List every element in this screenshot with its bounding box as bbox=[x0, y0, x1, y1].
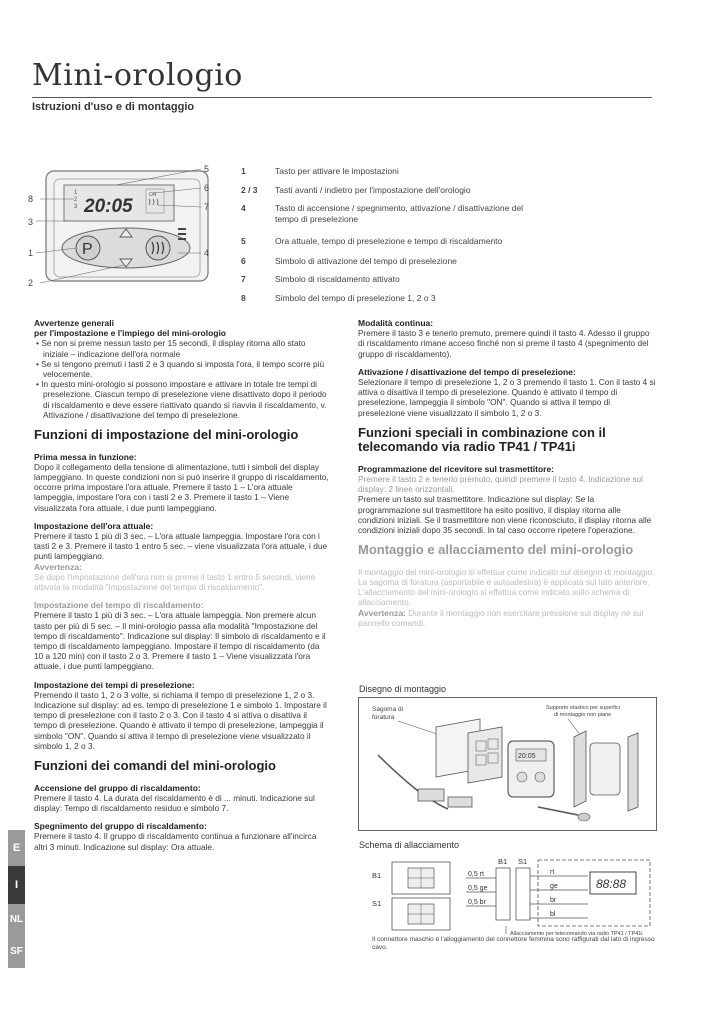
title-divider bbox=[32, 97, 652, 98]
svg-text:0,5 rt: 0,5 rt bbox=[468, 871, 484, 878]
svg-text:S1: S1 bbox=[518, 857, 528, 866]
svg-text:3: 3 bbox=[28, 217, 34, 227]
svg-text:Allacciamento per telecomando: Allacciamento per telecomando via radio TP41 / TP41i bbox=[510, 931, 643, 937]
paragraph: Premere il tasto 1 più di 3 sec. – L'ora attuale lampeggia. Impostare l'ora con i tasti 2 e 3. Premere il tasto 1 entro 5 sec. – viene visualizzata l'ora attuale, i due punti lampeggiano. bbox=[34, 530, 328, 562]
paragraph: Premere il tasto 4. Il gruppo di riscaldamento continua a funzionare all'incirca altri 3 minuti. Indicazione sul display: Ora attuale. bbox=[34, 831, 317, 852]
left-column bbox=[34, 318, 330, 860]
section-heading: Funzioni di impostazione del mini-orologio bbox=[34, 427, 299, 443]
svg-text:Supporto elastico per superfic: Supporto elastico per superfici bbox=[546, 705, 620, 711]
svg-text:3: 3 bbox=[74, 204, 78, 210]
page-title: Mini-orologio bbox=[32, 58, 243, 93]
list-item: • Se si tengono premuti i tasti 2 e 3 quando si imposta l'ora, il tempo scorre più velocemente. bbox=[36, 358, 325, 380]
svg-text:0,5 br: 0,5 br bbox=[468, 899, 486, 906]
paragraph: Premere il tasto 4. La durata del riscaldamento è di ... minuti. Indicazione sul display: Tempo di riscaldamento residuo e simbolo 7. bbox=[34, 792, 315, 813]
svg-text:20:05: 20:05 bbox=[518, 753, 536, 760]
paragraph-title: Avvertenza: bbox=[358, 607, 406, 618]
svg-text:S1: S1 bbox=[372, 899, 382, 908]
svg-text:B1: B1 bbox=[498, 857, 508, 866]
paragraph: Selezionare il tempo di preselezione 1, 2 o 3 premendo il tasto 1. Con il tasto 4 si attiva o disattiva il tempo di preselezione. Quando è attivato il tempo di preselezione, lampeggia il simbolo "ON". Quando si attiva il tempo di preselezione viene visualizzato il simbolo 1, 2 o 3. bbox=[358, 377, 656, 418]
paragraph: Dopo il collegamento della tensione di alimentazione, tutti i simboli del display lampeggiano. In queste condizioni non si può inserire il gruppo di riscaldamento, occorre prima impostare l'ora attuale. Premere il tasto 1 – L'ora attuale lampeggia, impostare l'ora con i tasti 2 e 3. Premere il tasto 1 – Viene visualizzata l'ora attuale, i due punti lampeggiano. bbox=[34, 461, 329, 513]
right-column bbox=[358, 318, 658, 636]
svg-text:P: P bbox=[82, 241, 93, 258]
section-heading: Funzioni speciali in combinazione con il telecomando via radio TP41 / TP41i bbox=[358, 424, 606, 455]
svg-text:B1: B1 bbox=[372, 871, 382, 880]
schema-caption: Il connettore maschio e l'alloggiamento del connettore femmina sono raffigurati dal lato di ingresso cavo. bbox=[372, 936, 655, 951]
language-tab-e[interactable]: E bbox=[8, 830, 25, 866]
mounting-drawing bbox=[358, 697, 658, 832]
display-time: 20:05 bbox=[84, 196, 133, 217]
section-title: Avvertenze generali bbox=[34, 318, 114, 328]
paragraph-title: Modalità continua: bbox=[358, 318, 434, 328]
paragraph: Se dopo l'impostazione dell'ora non si preme il tasto 1 entro 5 secondi, viene attivata la modalità "Impostazione del tempo di riscaldamento". bbox=[34, 571, 316, 592]
paragraph: Premere il tasto 3 e tenerlo premuto, premere quindi il tasto 4. Adesso il gruppo di riscaldamento rimane acceso finché non si preme il tasto 4 (spegnimento del gruppo di riscaldamento). bbox=[358, 328, 650, 359]
paragraph-title: Avvertenza: bbox=[34, 561, 82, 572]
paragraph-title: Prima messa in funzione: bbox=[34, 451, 137, 462]
paragraph-title: Impostazione del tempo di riscaldamento: bbox=[34, 600, 204, 611]
general-notes bbox=[34, 318, 330, 420]
svg-text:rt: rt bbox=[550, 869, 555, 876]
svg-text:foratura: foratura bbox=[372, 714, 395, 721]
paragraph: Il montaggio del mini-orologio si effettua come indicato sul disegno di montaggio. La sagoma di foratura (asportabile e autoadesiva) è applicata sul lato anteriore. L'allacciamento del mini-orologio si effettua come indicato sullo schema di allacciamento. bbox=[358, 566, 655, 608]
paragraph-title: Impostazione dell'ora attuale: bbox=[34, 520, 154, 531]
paragraph: Premere un tasto sul trasmettitore. Indicazione sul display: Se la programmazione sul trasmettitore ha esito positivo, il display ritorna alle condizioni iniziali. Se il trasmettitore non viene riconosciuto, il display ritorna alle condizioni iniziali dopo 35 secondi. In tal caso occorre ripetere l'operazione. bbox=[358, 494, 652, 536]
language-tab-i[interactable]: I bbox=[8, 866, 25, 904]
svg-text:1: 1 bbox=[74, 190, 78, 196]
section-subtitle: per l'impostazione e l'impiego del mini-orologio bbox=[34, 328, 227, 339]
svg-text:5: 5 bbox=[204, 164, 210, 174]
list-item: • Se non si preme nessun tasto per 15 secondi, il display ritorna allo stato iniziale – indicazione dell'ora normale bbox=[36, 338, 306, 359]
paragraph: Premere il tasto 1 più di 3 sec. – L'ora attuale lampeggia. Non premere alcun tasto per più di 5 sec. – Il mini-orologio passa alla modalità "Impostazione del tempo di riscaldamento". Indicazione sul display: Il simbolo di riscaldamento e il tempo di riscaldamento lampeggiano. Impostare il tempo di riscaldamento (da 10 a 120 min) con il tasto 2 o 3. Premere il tasto 1 – Viene visualizzata l'ora attuale, i due punti lampeggiano. bbox=[34, 610, 326, 672]
device-illustration bbox=[26, 155, 226, 295]
paragraph: Durante il montaggio non esercitare pressione sul display né sul pannello comandi. bbox=[358, 607, 644, 628]
paragraph-title: Attivazione / disattivazione del tempo di preselezione: bbox=[358, 366, 576, 377]
svg-text:2: 2 bbox=[74, 197, 78, 203]
paragraph: Premere il tasto 2 e tenerlo premuto, quindi premere il tasto 4. Indicazione sul display: 2 linee orizzontali. bbox=[358, 474, 644, 495]
section-heading: Funzioni dei comandi del mini-orologio bbox=[34, 758, 276, 774]
svg-text:4: 4 bbox=[204, 248, 210, 258]
svg-text:7: 7 bbox=[204, 202, 210, 212]
list-item: • In questo mini-orologio si possono impostare e attivare in totale tre tempi di preselezione. Ciascun tempo di preselezione viene disattivato dopo il periodo di riscaldamento e deve essere riattivato quando si riavvia il riscaldamento, v. Attivazione / disattivazione del tempo di preselezione. bbox=[36, 379, 327, 420]
section-heading: Montaggio e allacciamento del mini-orologio bbox=[358, 542, 634, 558]
paragraph: Premendo il tasto 1, 2 o 3 volte, si richiama il tempo di preselezione 1, 2 o 3. Indicazione sul display: ad es. tempo di preselezione 1 e simbolo 1. Impostare il tempo di preselezione con il tasto 2 o 3. Con il tasto 4 si attiva o disattiva il tempo di preselezione. Quando è attivato il tempo di preselezione, lampeggia il simbolo "ON". Quando si attiva il tempo di preselezione viene visualizzato il simbolo 1, 2 o 3. bbox=[34, 689, 327, 751]
display-on-label: ON bbox=[149, 192, 157, 198]
svg-text:6: 6 bbox=[204, 183, 210, 193]
language-tab-nl[interactable]: NL bbox=[8, 904, 25, 936]
svg-text:bl: bl bbox=[550, 911, 556, 918]
schema-title: Schema di allacciamento bbox=[359, 840, 460, 850]
svg-text:1: 1 bbox=[28, 248, 34, 258]
svg-text:8: 8 bbox=[28, 194, 34, 204]
paragraph-title: Impostazione dei tempi di preselezione: bbox=[34, 679, 195, 690]
svg-text:di montaggio non piane: di montaggio non piane bbox=[554, 712, 612, 718]
svg-text:Sagoma di: Sagoma di bbox=[372, 706, 404, 713]
svg-text:ge: ge bbox=[550, 883, 558, 890]
paragraph-title: Accensione del gruppo di riscaldamento: bbox=[34, 782, 201, 793]
paragraph-title: Spegnimento del gruppo di riscaldamento: bbox=[34, 821, 207, 832]
svg-text:br: br bbox=[550, 897, 557, 904]
svg-text:2: 2 bbox=[28, 278, 34, 288]
schema-display: 88:88 bbox=[596, 877, 627, 891]
language-tab-sf[interactable]: SF bbox=[8, 936, 25, 968]
svg-text:0,5 ge: 0,5 ge bbox=[468, 885, 488, 892]
page-subtitle: Istruzioni d'uso e di montaggio bbox=[32, 101, 195, 113]
paragraph-title: Programmazione del ricevitore sul trasmettitore: bbox=[358, 463, 555, 474]
drawing-title: Disegno di montaggio bbox=[359, 684, 447, 694]
